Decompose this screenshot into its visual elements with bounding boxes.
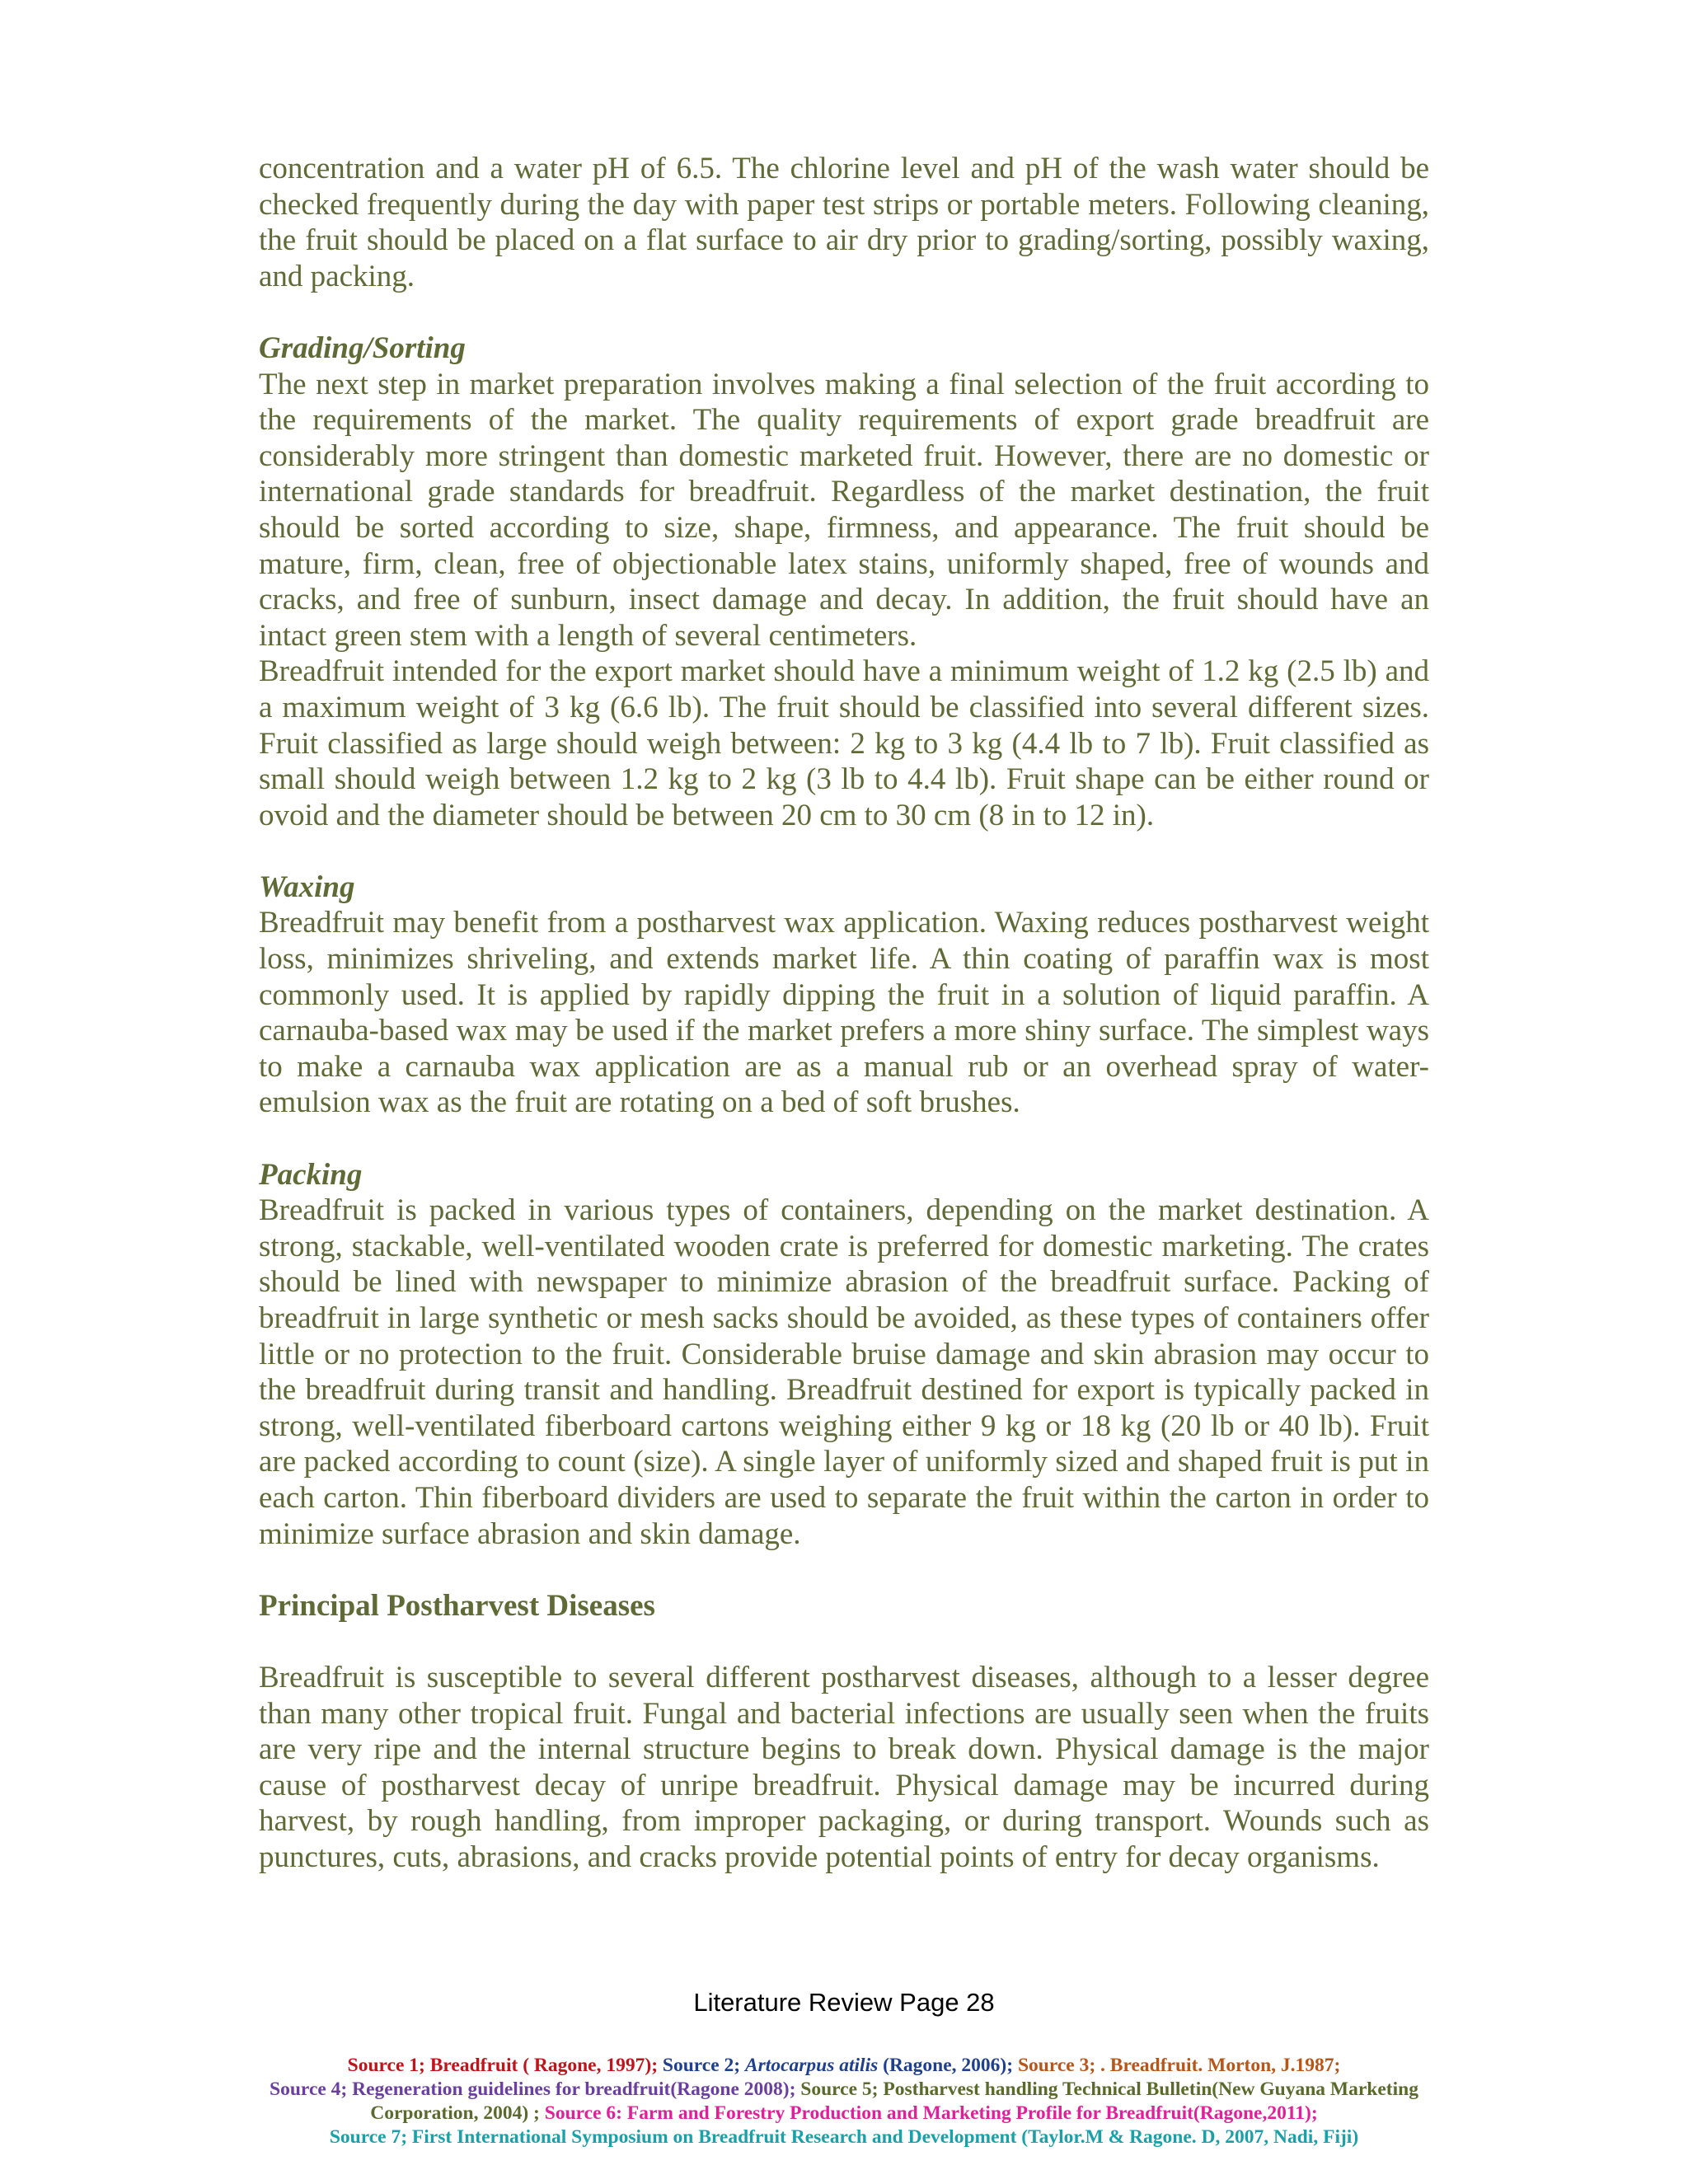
sources-footer bbox=[259, 2054, 1429, 2149]
source-3: Source 3; . Breadfruit. Morton, J.1987; bbox=[1013, 2055, 1341, 2076]
source-2-prefix: Source 2; bbox=[658, 2055, 745, 2076]
intro-paragraph: concentration and a water pH of 6.5. The chlorine level and pH of the wash water should be checked frequently during the day with paper test strips or portable meters. Following cleaning, the fruit should be placed on a flat surface to air dry prior to grading/sorting, possibly waxing, and packing. bbox=[259, 152, 1429, 293]
source-7: Source 7; First International Symposium on Breadfruit Research and Development (Taylor.M & Ragone. D, 2007, Nadi, Fiji) bbox=[329, 2126, 1359, 2148]
page-number-label: Literature Review Page 28 bbox=[693, 1988, 995, 2017]
waxing-paragraph: Breadfruit may benefit from a postharvest wax application. Waxing reduces postharvest weight loss, minimizes shriveling, and extends market life. A thin coating of paraffin wax is most commonly used. It is applied by rapidly dipping the fruit in a solution of liquid paraffin. A carnauba-based wax may be used if the market prefers a more shiny surface. The simplest ways to make a carnauba wax application are as a manual rub or an overhead spray of water-emulsion wax as the fruit are rotating on a bed of soft brushes. bbox=[259, 906, 1429, 1120]
source-4: Source 4; Regeneration guidelines for breadfruit(Ragone 2008); bbox=[270, 2079, 796, 2100]
source-5: Source 5; Postharvest handling Technical Bulletin(New Guyana Marketing Corporation, 2004) ; bbox=[370, 2079, 1418, 2124]
grading-paragraph-2: Breadfruit intended for the export market should have a minimum weight of 1.2 kg (2.5 lb) and a maximum weight of 3 kg (6.6 lb). The fruit should be classified into several different sizes. Fruit classified as large should weigh between: 2 kg to 3 kg (4.4 lb to 7 lb). Fruit classified as small should weigh between 1.2 kg to 2 kg (3 lb to 4.4 lb). Fruit shape can be either round or ovoid and the diameter should be between 20 cm to 30 cm (8 in to 12 in). bbox=[259, 654, 1429, 832]
source-1: Source 1; Breadfruit ( Ragone, 1997); bbox=[347, 2055, 659, 2076]
source-2-title: Artocarpus atilis bbox=[744, 2055, 879, 2076]
grading-paragraph-1: The next step in market preparation involves making a final selection of the fruit according to the requirements of the market. The quality requirements of export grade breadfruit are considerably more stringent than domestic marketed fruit. However, there are no domestic or international grade standards for breadfruit. Regardless of the market destination, the fruit should be sorted according to size, shape, firmness, and appearance. The fruit should be mature, firm, clean, free of objectionable latex stains, uniformly shaped, free of wounds and cracks, and free of sunburn, insect damage and decay. In addition, the fruit should have an intact green stem with a length of several centimeters. bbox=[259, 367, 1429, 653]
diseases-paragraph: Breadfruit is susceptible to several different postharvest diseases, although to a lesser degree than many other tropical fruit. Fungal and bacterial infections are usually seen when the fruits are very ripe and the internal structure begins to break down. Physical damage is the major cause of postharvest decay of unripe breadfruit. Physical damage may be incurred during harvest, by rough handling, from improper packaging, or during transport. Wounds such as punctures, cuts, abrasions, and cracks provide potential points of entry for decay organisms. bbox=[259, 1660, 1429, 1874]
packing-paragraph: Breadfruit is packed in various types of containers, depending on the market destination. A strong, stackable, well-ventilated wooden crate is preferred for domestic marketing. The crates should be lined with newspaper to minimize abrasion of the breadfruit surface. Packing of breadfruit in large synthetic or mesh sacks should be avoided, as these types of containers offer little or no protection to the fruit. Considerable bruise damage and skin abrasion may occur to the breadfruit during transit and handling. Breadfruit destined for export is typically packed in strong, well-ventilated fiberboard cartons weighing either 9 kg or 18 kg (20 lb or 40 lb). Fruit are packed according to count (size). A single layer of uniformly sized and shaped fruit is put in each carton. Thin fiberboard dividers are used to separate the fruit within the carton in order to minimize surface abrasion and skin damage. bbox=[259, 1193, 1429, 1551]
grading-heading: Grading/Sorting bbox=[259, 330, 466, 365]
waxing-heading: Waxing bbox=[259, 869, 355, 904]
document-body bbox=[259, 151, 1429, 1876]
source-2-suffix: (Ragone, 2006); bbox=[878, 2055, 1014, 2076]
packing-heading: Packing bbox=[259, 1157, 363, 1192]
diseases-heading: Principal Postharvest Diseases bbox=[259, 1588, 655, 1623]
source-6: Source 6: Farm and Forestry Production and Marketing Profile for Breadfruit(Ragone,2011); bbox=[539, 2102, 1318, 2124]
